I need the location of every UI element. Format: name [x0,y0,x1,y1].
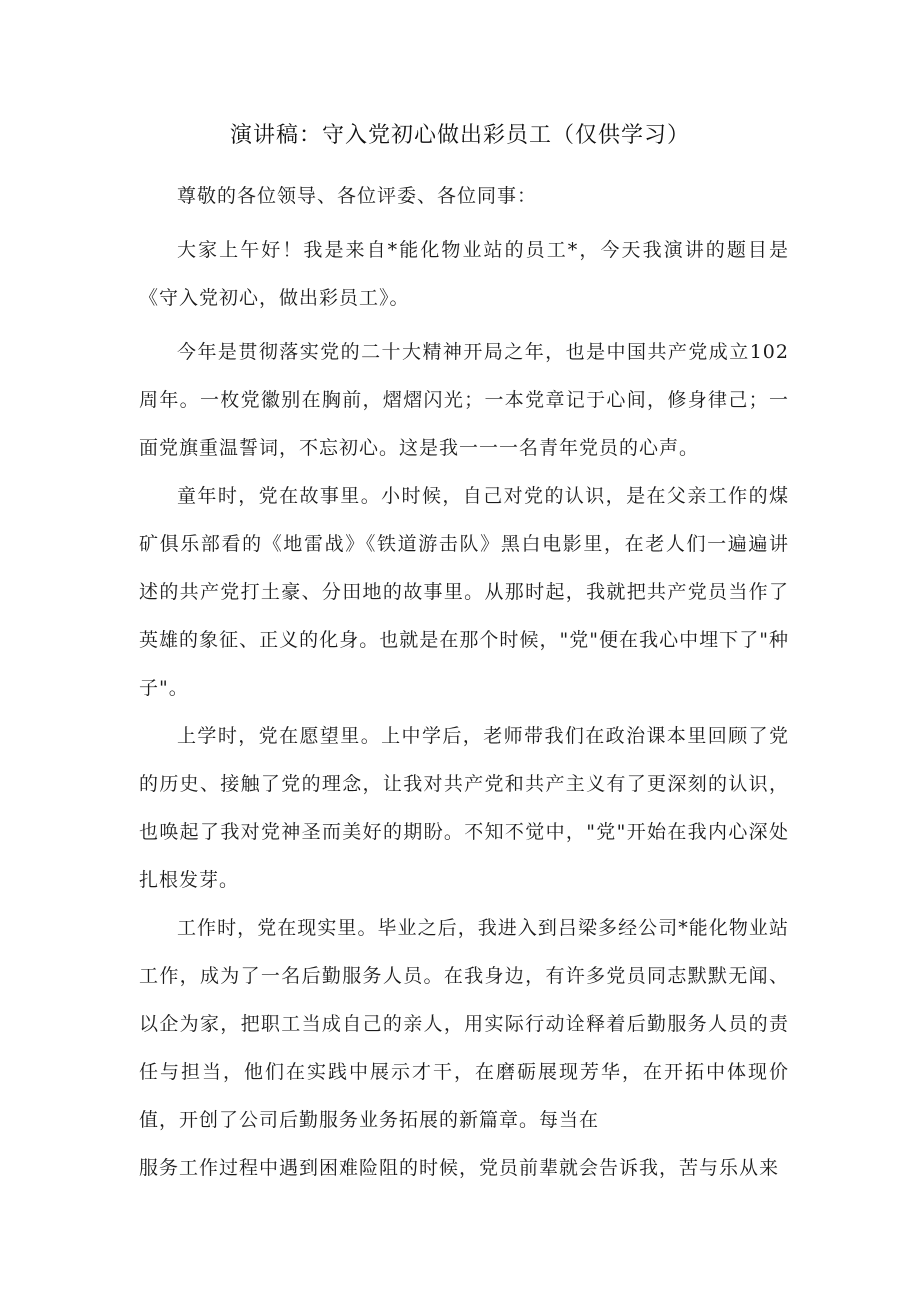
document-title: 演讲稿：守入党初心做出彩员工（仅供学习） [229,123,690,148]
document-body [139,172,789,1192]
paragraph-intro: 今年是贯彻落实党的二十大精神开局之年，也是中国共产党成立102周年。一枚党徽别在胸前，熠熠闪光；一本党章记于心间，修身律己；一面党旗重温誓词，不忘初心。这是我一一一名青年党员的心声。 [139,341,789,459]
paragraph-childhood: 童年时，党在故事里。小时候，自己对党的认识，是在父亲工作的煤矿俱乐部看的《地雷战》《铁道游击队》黑白电影里，在老人们一遍遍讲述的共产党打土豪、分田地的故事里。从那时起，我就把共产党员当作了英雄的象征、正义的化身。也就是在那个时候，"党"便在我心中埋下了"种子"。 [139,485,789,699]
paragraph-work: 工作时，党在现实里。毕业之后，我进入到吕梁多经公司*能化物业站工作，成为了一名后勤服务人员。在我身边，有许多党员同志默默无闻、以企为家，把职工当成自己的亲人，用实际行动诠释着后勤服务人员的责任与担当，他们在实践中展示才干，在磨砺展现芳华，在开拓中体现价值，开创了公司后勤服务业务拓展的新篇章。每当在 [139,917,789,1131]
paragraph-school: 上学时，党在愿望里。上中学后，老师带我们在政治课本里回顾了党的历史、接触了党的理念，让我对共产党和共产主义有了更深刻的认识，也唤起了我对党神圣而美好的期盼。不知不觉中，"党"开始在我内心深处扎根发芽。 [139,725,789,891]
paragraph-greeting: 大家上午好！我是来自*能化物业站的员工*，今天我演讲的题目是《守入党初心，做出彩员工》。 [139,239,789,309]
paragraph-salutation: 尊敬的各位领导、各位评委、各位同事： [177,185,538,207]
paragraph-continuation: 服务工作过程中遇到困难险阻的时候，党员前辈就会告诉我，苦与乐从来 [139,1157,780,1179]
